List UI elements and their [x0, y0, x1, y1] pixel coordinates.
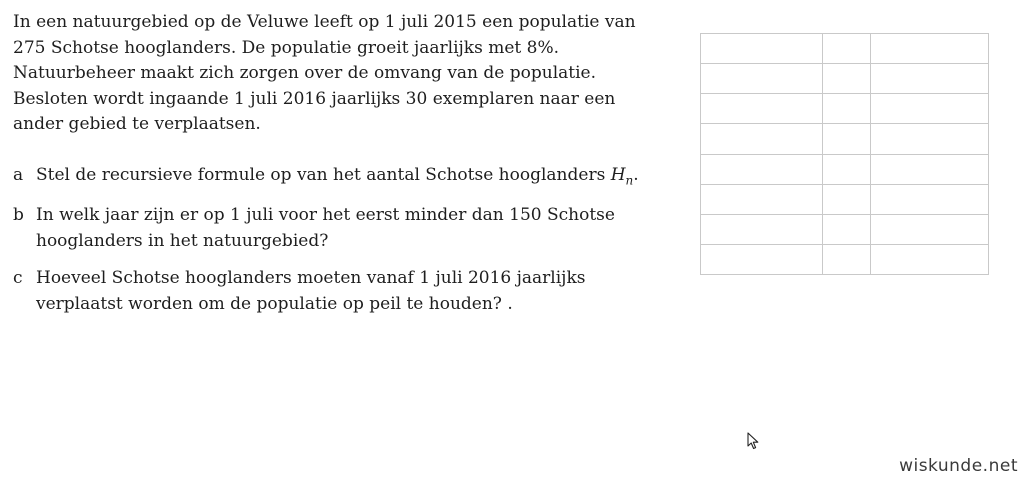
table-cell [871, 64, 989, 94]
table-cell [823, 124, 871, 154]
table-row [701, 34, 989, 64]
math-h-symbol [610, 165, 634, 188]
table-row [701, 94, 989, 124]
table-cell [823, 34, 871, 64]
table-cell [871, 214, 989, 244]
table-row [701, 64, 989, 94]
table-cell [701, 34, 823, 64]
table-row [701, 124, 989, 154]
table-cell [871, 94, 989, 124]
question-a [13, 163, 653, 194]
table-row [701, 214, 989, 244]
table-cell [823, 214, 871, 244]
table-cell [701, 64, 823, 94]
question-a-text [36, 163, 653, 194]
intro-line-5: ander gebied te verplaatsen. [13, 114, 261, 134]
intro-line-3: Natuurbeheer maakt zich zorgen over de omvang van de populatie. [13, 63, 597, 83]
empty-answer-table [700, 33, 989, 275]
table-row [701, 184, 989, 214]
table-cell [701, 184, 823, 214]
table-cell [871, 34, 989, 64]
question-b-text [36, 203, 653, 254]
answer-table-body [701, 34, 989, 275]
question-b-line-2: hooglanders in het natuurgebied? [36, 230, 329, 251]
table-cell [701, 94, 823, 124]
table-cell [823, 64, 871, 94]
table-cell [823, 94, 871, 124]
table-cell [823, 154, 871, 184]
question-b-letter: b [13, 205, 24, 225]
math-n-subscript: n [625, 173, 634, 188]
question-c-line-2: verplaatst worden om de populatie op peil te houden? . [36, 293, 513, 314]
question-a-letter: a [13, 165, 24, 185]
question-b [13, 203, 653, 254]
problem-intro [13, 10, 636, 138]
math-h-letter: H [610, 165, 626, 185]
question-a-body: Stel de recursieve formule op van het aantal Schotse hooglanders [36, 165, 611, 185]
question-c-letter: c [13, 268, 23, 288]
brand-watermark: wiskunde.net [899, 456, 1018, 476]
table-cell [871, 244, 989, 274]
mouse-pointer-icon [747, 432, 761, 450]
intro-line-2: 275 Schotse hooglanders. De populatie groeit jaarlijks met 8%. [13, 37, 560, 58]
table-cell [823, 184, 871, 214]
question-c-text [36, 266, 653, 317]
table-cell [701, 214, 823, 244]
question-a-suffix: . [633, 165, 639, 185]
table-row [701, 154, 989, 184]
question-c [13, 266, 653, 317]
table-cell [871, 184, 989, 214]
question-b-line-1: In welk jaar zijn er op 1 juli voor het eerst minder dan 150 Schotse [36, 205, 615, 225]
question-c-line-1: Hoeveel Schotse hooglanders moeten vanaf 1 juli 2016 jaarlijks [36, 268, 586, 288]
table-cell [871, 154, 989, 184]
table-cell [701, 154, 823, 184]
table-row [701, 244, 989, 274]
table-cell [823, 244, 871, 274]
table-cell [701, 244, 823, 274]
table-cell [701, 124, 823, 154]
intro-line-1: In een natuurgebied op de Veluwe leeft op 1 juli 2015 een populatie van [13, 12, 636, 32]
intro-line-4: Besloten wordt ingaande 1 juli 2016 jaarlijks 30 exemplaren naar een [13, 88, 616, 109]
table-cell [871, 124, 989, 154]
